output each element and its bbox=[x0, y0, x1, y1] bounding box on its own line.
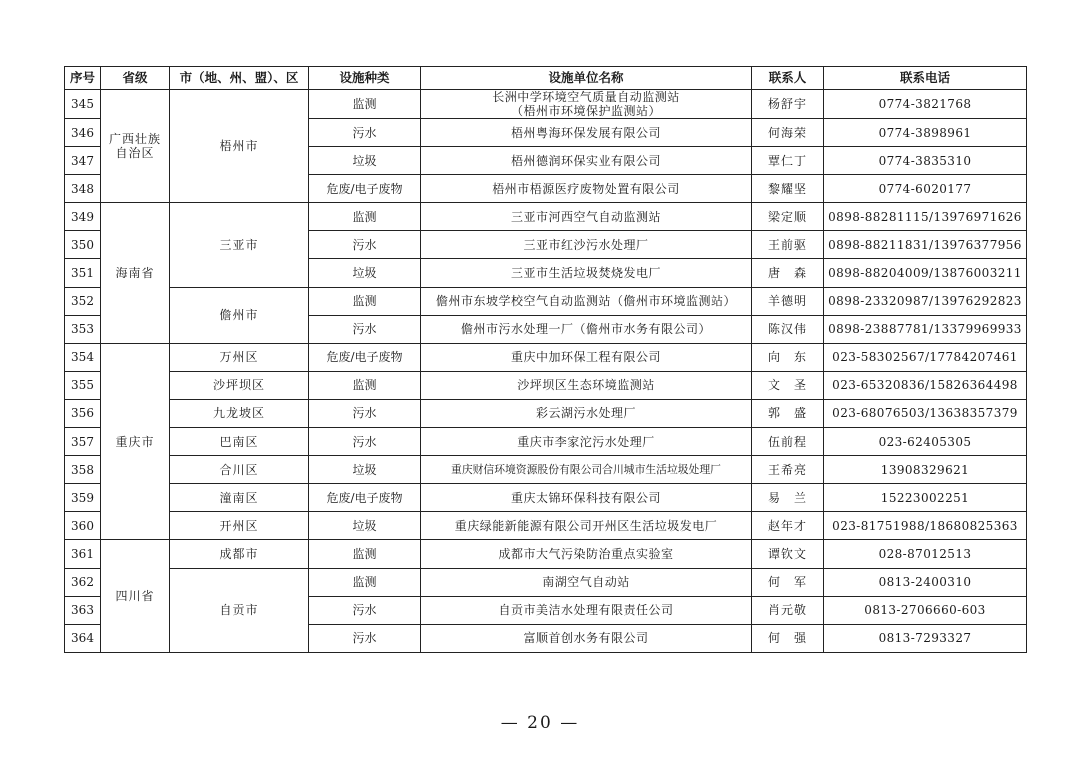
contact-person: 覃仁丁 bbox=[752, 147, 824, 175]
contact-person: 向 东 bbox=[752, 343, 824, 371]
contact-phone: 0898-88211831/13976377956 bbox=[824, 231, 1027, 259]
facility-unit: 儋州市污水处理一厂（儋州市水务有限公司） bbox=[421, 315, 752, 343]
row-seq: 348 bbox=[65, 175, 101, 203]
contact-phone: 023-58302567/17784207461 bbox=[824, 343, 1027, 371]
table-row bbox=[65, 399, 1027, 427]
table-row bbox=[65, 428, 1027, 456]
contact-phone: 0898-23887781/13379969933 bbox=[824, 315, 1027, 343]
row-seq: 357 bbox=[65, 428, 101, 456]
contact-phone: 15223002251 bbox=[824, 484, 1027, 512]
table-row bbox=[65, 343, 1027, 371]
facility-unit: 成都市大气污染防治重点实验室 bbox=[421, 540, 752, 568]
facility-type: 监测 bbox=[309, 568, 421, 596]
facility-type: 污水 bbox=[309, 428, 421, 456]
row-seq: 352 bbox=[65, 287, 101, 315]
contact-phone: 0774-3835310 bbox=[824, 147, 1027, 175]
facility-unit: 梧州粤海环保发展有限公司 bbox=[421, 119, 752, 147]
city-cell: 儋州市 bbox=[170, 287, 309, 343]
city-cell: 九龙坡区 bbox=[170, 399, 309, 427]
contact-phone: 0774-6020177 bbox=[824, 175, 1027, 203]
row-seq: 349 bbox=[65, 203, 101, 231]
row-seq: 363 bbox=[65, 596, 101, 624]
city-cell: 合川区 bbox=[170, 456, 309, 484]
facility-type: 监测 bbox=[309, 371, 421, 399]
facility-unit: 三亚市红沙污水处理厂 bbox=[421, 231, 752, 259]
city-cell: 三亚市 bbox=[170, 203, 309, 287]
unit-name-line1: 长洲中学环境空气质量自动监测站 bbox=[492, 90, 680, 104]
facility-type: 危废/电子废物 bbox=[309, 484, 421, 512]
province-cell: 海南省 bbox=[101, 203, 170, 343]
contact-phone: 023-65320836/15826364498 bbox=[824, 371, 1027, 399]
contact-person: 郭 盛 bbox=[752, 399, 824, 427]
header-row bbox=[65, 67, 1027, 90]
facility-type: 监测 bbox=[309, 90, 421, 119]
contact-person: 赵年才 bbox=[752, 512, 824, 540]
facility-type: 垃圾 bbox=[309, 259, 421, 287]
facility-table bbox=[64, 66, 1027, 653]
contact-person: 陈汉伟 bbox=[752, 315, 824, 343]
table-row bbox=[65, 90, 1027, 119]
facility-unit: 三亚市河西空气自动监测站 bbox=[421, 203, 752, 231]
row-seq: 356 bbox=[65, 399, 101, 427]
contact-phone: 023-81751988/18680825363 bbox=[824, 512, 1027, 540]
header-phone: 联系电话 bbox=[824, 67, 1027, 90]
facility-unit: 重庆财信环境资源股份有限公司合川城市生活垃圾处理厂 bbox=[421, 456, 752, 484]
contact-phone: 0813-7293327 bbox=[824, 624, 1027, 652]
contact-phone: 023-62405305 bbox=[824, 428, 1027, 456]
row-seq: 358 bbox=[65, 456, 101, 484]
contact-phone: 0774-3898961 bbox=[824, 119, 1027, 147]
table-row bbox=[65, 371, 1027, 399]
facility-unit: 梧州市梧源医疗废物处置有限公司 bbox=[421, 175, 752, 203]
contact-person: 何海荣 bbox=[752, 119, 824, 147]
row-seq: 361 bbox=[65, 540, 101, 568]
header-contact: 联系人 bbox=[752, 67, 824, 90]
facility-type: 监测 bbox=[309, 287, 421, 315]
province-cell: 重庆市 bbox=[101, 343, 170, 540]
facility-unit: 儋州市东坡学校空气自动监测站（儋州市环境监测站） bbox=[421, 287, 752, 315]
row-seq: 350 bbox=[65, 231, 101, 259]
contact-person: 文 圣 bbox=[752, 371, 824, 399]
row-seq: 364 bbox=[65, 624, 101, 652]
row-seq: 355 bbox=[65, 371, 101, 399]
table-row bbox=[65, 203, 1027, 231]
contact-person: 羊德明 bbox=[752, 287, 824, 315]
province-cell: 四川省 bbox=[101, 540, 170, 652]
table-row bbox=[65, 484, 1027, 512]
facility-type: 污水 bbox=[309, 624, 421, 652]
facility-unit: 自贡市美洁水处理有限责任公司 bbox=[421, 596, 752, 624]
contact-person: 何 军 bbox=[752, 568, 824, 596]
contact-person: 王前驱 bbox=[752, 231, 824, 259]
row-seq: 354 bbox=[65, 343, 101, 371]
unit-name-line2: （梧州市环境保护监测站） bbox=[510, 104, 661, 118]
city-cell: 巴南区 bbox=[170, 428, 309, 456]
contact-person: 梁定顺 bbox=[752, 203, 824, 231]
facility-type: 垃圾 bbox=[309, 456, 421, 484]
contact-person: 黎耀坚 bbox=[752, 175, 824, 203]
header-seq: 序号 bbox=[65, 67, 101, 90]
facility-type: 污水 bbox=[309, 119, 421, 147]
city-cell: 潼南区 bbox=[170, 484, 309, 512]
facility-unit: 重庆中加环保工程有限公司 bbox=[421, 343, 752, 371]
contact-person: 肖元敬 bbox=[752, 596, 824, 624]
header-province: 省级 bbox=[101, 67, 170, 90]
table-row bbox=[65, 512, 1027, 540]
header-unit: 设施单位名称 bbox=[421, 67, 752, 90]
facility-type: 危废/电子废物 bbox=[309, 343, 421, 371]
city-cell: 自贡市 bbox=[170, 568, 309, 652]
contact-phone: 0813-2400310 bbox=[824, 568, 1027, 596]
contact-person: 易 兰 bbox=[752, 484, 824, 512]
province-cell bbox=[101, 90, 170, 203]
contact-person: 唐 森 bbox=[752, 259, 824, 287]
city-cell: 沙坪坝区 bbox=[170, 371, 309, 399]
table-row bbox=[65, 287, 1027, 315]
facility-type: 污水 bbox=[309, 315, 421, 343]
facility-type: 污水 bbox=[309, 399, 421, 427]
row-seq: 360 bbox=[65, 512, 101, 540]
table-row bbox=[65, 456, 1027, 484]
facility-type: 污水 bbox=[309, 231, 421, 259]
contact-person: 何 强 bbox=[752, 624, 824, 652]
header-city: 市（地、州、盟）、区 bbox=[170, 67, 309, 90]
facility-unit: 梧州德润环保实业有限公司 bbox=[421, 147, 752, 175]
facility-type: 危废/电子废物 bbox=[309, 175, 421, 203]
facility-type: 污水 bbox=[309, 596, 421, 624]
facility-unit: 沙坪坝区生态环境监测站 bbox=[421, 371, 752, 399]
province-name: 广西壮族 自治区 bbox=[108, 132, 161, 161]
contact-person: 杨舒宇 bbox=[752, 90, 824, 119]
contact-person: 谭钦文 bbox=[752, 540, 824, 568]
facility-type: 垃圾 bbox=[309, 147, 421, 175]
table-row bbox=[65, 540, 1027, 568]
facility-unit: 重庆太锦环保科技有限公司 bbox=[421, 484, 752, 512]
facility-type: 监测 bbox=[309, 540, 421, 568]
city-cell: 成都市 bbox=[170, 540, 309, 568]
row-seq: 362 bbox=[65, 568, 101, 596]
row-seq: 359 bbox=[65, 484, 101, 512]
city-cell: 万州区 bbox=[170, 343, 309, 371]
facility-type: 垃圾 bbox=[309, 512, 421, 540]
facility-unit: 重庆市李家沱污水处理厂 bbox=[421, 428, 752, 456]
facility-unit bbox=[421, 90, 752, 119]
facility-unit: 重庆绿能新能源有限公司开州区生活垃圾发电厂 bbox=[421, 512, 752, 540]
row-seq: 353 bbox=[65, 315, 101, 343]
facility-type: 监测 bbox=[309, 203, 421, 231]
table-row bbox=[65, 568, 1027, 596]
contact-person: 王希亮 bbox=[752, 456, 824, 484]
city-cell: 梧州市 bbox=[170, 90, 309, 203]
facility-unit: 三亚市生活垃圾焚烧发电厂 bbox=[421, 259, 752, 287]
row-seq: 351 bbox=[65, 259, 101, 287]
facility-unit: 彩云湖污水处理厂 bbox=[421, 399, 752, 427]
contact-phone: 13908329621 bbox=[824, 456, 1027, 484]
city-cell: 开州区 bbox=[170, 512, 309, 540]
row-seq: 347 bbox=[65, 147, 101, 175]
contact-phone: 023-68076503/13638357379 bbox=[824, 399, 1027, 427]
contact-person: 伍前程 bbox=[752, 428, 824, 456]
contact-phone: 0813-2706660-603 bbox=[824, 596, 1027, 624]
row-seq: 345 bbox=[65, 90, 101, 119]
contact-phone: 0898-88204009/13876003211 bbox=[824, 259, 1027, 287]
contact-phone: 0898-23320987/13976292823 bbox=[824, 287, 1027, 315]
page-number: — 20 — bbox=[500, 713, 580, 733]
contact-phone: 0898-88281115/13976971626 bbox=[824, 203, 1027, 231]
row-seq: 346 bbox=[65, 119, 101, 147]
contact-phone: 0774-3821768 bbox=[824, 90, 1027, 119]
contact-phone: 028-87012513 bbox=[824, 540, 1027, 568]
header-type: 设施种类 bbox=[309, 67, 421, 90]
facility-unit: 南湖空气自动站 bbox=[421, 568, 752, 596]
facility-unit: 富顺首创水务有限公司 bbox=[421, 624, 752, 652]
